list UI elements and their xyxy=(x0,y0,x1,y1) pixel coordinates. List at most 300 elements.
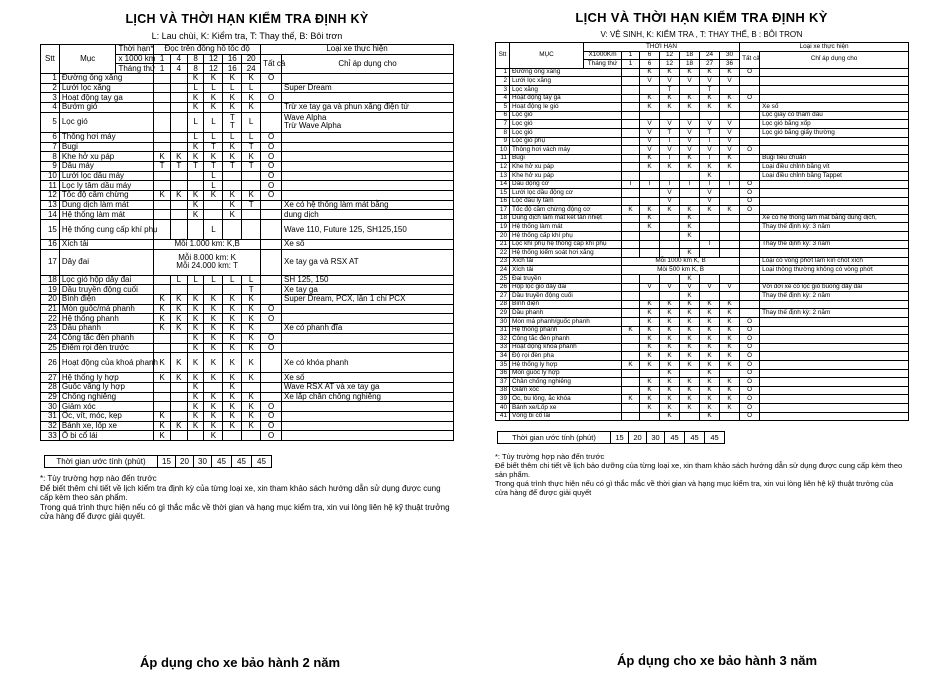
cell-value: K xyxy=(229,199,235,209)
row-number: 22 xyxy=(41,314,60,324)
table-row xyxy=(496,352,909,361)
schedule-cell xyxy=(660,335,680,344)
cell-value: T xyxy=(707,154,712,162)
schedule-cell xyxy=(680,180,700,189)
cell-value: K xyxy=(667,403,672,411)
schedule-cell xyxy=(223,314,242,324)
cell-value: K xyxy=(687,377,692,385)
row-applies-to xyxy=(760,343,909,352)
cell-value: K xyxy=(667,68,672,76)
km-value: 30 xyxy=(720,51,740,60)
row-number: 19 xyxy=(41,285,60,295)
schedule-cell xyxy=(242,132,261,142)
cell-value: K xyxy=(176,420,182,430)
schedule-cell xyxy=(622,386,640,395)
table-row xyxy=(41,343,454,353)
row-item: Lưới lọc xăng xyxy=(510,77,622,86)
applies-to-text: Thay thế định kỳ: 2 năm xyxy=(762,291,831,299)
cell-value: K xyxy=(647,309,652,316)
row-all xyxy=(261,249,282,275)
cell-value: K xyxy=(210,102,217,112)
schedule-cell xyxy=(700,378,720,387)
schedule-cell xyxy=(622,283,640,292)
cell-value: K xyxy=(229,151,235,161)
row-item: Ốc, vít, móc, kẹp xyxy=(59,411,153,421)
row-number: 11 xyxy=(496,154,510,163)
schedule-cell xyxy=(720,103,740,112)
row-applies-to xyxy=(760,77,909,86)
cell-value: K xyxy=(687,162,692,170)
schedule-cell xyxy=(187,411,204,421)
month-value: 16 xyxy=(223,64,242,74)
schedule-cell xyxy=(660,163,680,172)
schedule-cell xyxy=(700,309,720,318)
schedule-cell xyxy=(204,285,223,295)
cell-value: V xyxy=(647,137,652,145)
row-number: 3 xyxy=(496,85,510,94)
schedule-cell xyxy=(660,120,680,129)
schedule-cell xyxy=(622,171,640,180)
schedule-cell xyxy=(622,403,640,412)
interval-text: Mỗi 24.000 km: T xyxy=(176,261,238,271)
footnote: Để biết thêm chi tiết về lịch kiểm tra định kỳ của từng loại xe, xin tham khảo sách hướng dẫn sử dụng được cung cấp kèm theo sản phẩm. xyxy=(40,483,441,502)
row-item: Khe hở xu páp xyxy=(510,171,622,180)
schedule-cell xyxy=(680,378,700,387)
cell-value: V xyxy=(727,145,732,153)
schedule-cell xyxy=(154,382,171,392)
cell-value: V xyxy=(687,76,692,84)
table-row xyxy=(496,266,909,275)
row-applies-to xyxy=(760,360,909,369)
schedule-cell xyxy=(242,314,261,324)
row-applies-to xyxy=(760,146,909,155)
applies-to-text: Xe số xyxy=(284,239,305,249)
month-value: 18 xyxy=(680,60,700,69)
row-number: 8 xyxy=(496,128,510,137)
schedule-cell xyxy=(680,154,700,163)
schedule-cell xyxy=(660,137,680,146)
schedule-cell xyxy=(242,343,261,353)
schedule-cell xyxy=(242,200,261,210)
schedule-cell xyxy=(660,128,680,137)
schedule-cell xyxy=(223,112,242,132)
table-row xyxy=(496,137,909,146)
row-number: 20 xyxy=(41,295,60,305)
row-number: 6 xyxy=(41,132,60,142)
cell-value: K xyxy=(707,343,712,351)
row-item: Hoạt động le gió xyxy=(510,103,622,112)
applies-to-text: Loại thông thường không có vòng phớt xyxy=(762,266,873,274)
cell-value: K xyxy=(628,360,633,368)
schedule-cell xyxy=(204,333,223,343)
row-applies-to xyxy=(760,180,909,189)
cell-value: K xyxy=(647,386,652,394)
schedule-cell xyxy=(223,285,242,295)
schedule-cell xyxy=(187,295,204,305)
schedule-cell xyxy=(154,200,171,210)
table-row xyxy=(496,395,909,404)
schedule-2-year-panel xyxy=(40,8,454,522)
schedule-cell xyxy=(720,189,740,198)
column-header-period: Thời hạn* xyxy=(116,45,154,55)
cell-value: K xyxy=(229,92,235,102)
row-all: O xyxy=(261,421,282,431)
cell-value: L xyxy=(211,117,216,127)
km-value: 1 xyxy=(154,54,171,64)
schedule-cell xyxy=(204,220,223,240)
schedule-cell xyxy=(223,103,242,113)
schedule-cell xyxy=(187,83,204,93)
row-number: 36 xyxy=(496,369,510,378)
table-row xyxy=(41,210,454,220)
schedule-cell xyxy=(170,324,187,334)
cell-value: K xyxy=(248,342,254,352)
schedule-cell xyxy=(680,94,700,103)
cell-value: K xyxy=(229,190,235,200)
interval-text: Mỗi 1.000 km: K,B xyxy=(174,239,240,249)
schedule-cell xyxy=(640,309,660,318)
cell-value: K xyxy=(727,205,732,213)
cell-value: K xyxy=(727,334,732,342)
schedule-cell xyxy=(640,189,660,198)
row-item: Lọc dầu ly tâm xyxy=(510,197,622,206)
row-number: 12 xyxy=(41,190,60,200)
row-item: Lọc gió hộp dây đai xyxy=(59,275,153,285)
cell-value: K xyxy=(248,357,254,367)
cell-value: K xyxy=(647,68,652,76)
schedule-cell xyxy=(660,68,680,77)
km-label: X1000Km xyxy=(584,51,622,60)
row-number: 8 xyxy=(41,152,60,162)
schedule-cell xyxy=(187,285,204,295)
row-item: Dầu máy xyxy=(59,161,153,171)
cell-value: L xyxy=(248,275,254,285)
schedule-cell xyxy=(154,152,171,162)
table-row xyxy=(496,318,909,327)
month-value: 8 xyxy=(187,64,204,74)
schedule-cell xyxy=(242,190,261,200)
schedule-cell xyxy=(204,411,223,421)
row-all: O xyxy=(740,395,760,404)
cell-value: K xyxy=(210,73,217,83)
row-applies-to xyxy=(760,94,909,103)
schedule-cell xyxy=(622,300,640,309)
cell-value: T xyxy=(647,180,652,188)
cell-value: K xyxy=(248,333,254,343)
schedule-cell xyxy=(204,295,223,305)
table-row xyxy=(496,275,909,284)
row-item: Hoạt động tay ga xyxy=(59,93,153,103)
row-item: Khe hở xu páp xyxy=(59,152,153,162)
schedule-cell xyxy=(204,353,223,373)
schedule-cell xyxy=(660,352,680,361)
month-value: 4 xyxy=(170,64,187,74)
schedule-cell xyxy=(242,83,261,93)
schedule-cell xyxy=(640,128,660,137)
cell-value: T xyxy=(248,199,254,209)
applies-to-text: Trừ xe tay ga và phun xăng điện tử xyxy=(284,102,409,112)
applies-to-text: Super Dream xyxy=(284,83,332,93)
month-value: 36 xyxy=(720,60,740,69)
row-number: 13 xyxy=(496,171,510,180)
schedule-cell xyxy=(223,132,242,142)
schedule-cell xyxy=(154,83,171,93)
row-applies-to xyxy=(282,112,454,132)
row-interval xyxy=(622,266,740,275)
schedule-cell xyxy=(170,373,187,383)
schedule-cell xyxy=(640,68,660,77)
row-applies-to xyxy=(760,189,909,198)
row-item: Dung dịch làm mát kết tản nhiệt xyxy=(510,214,622,223)
row-all: O xyxy=(740,146,760,155)
schedule-cell xyxy=(720,292,740,301)
cell-value: K xyxy=(248,102,254,112)
km-value: 20 xyxy=(242,54,261,64)
schedule-cell xyxy=(700,403,720,412)
cell-value: K xyxy=(210,411,217,421)
cell-value: K xyxy=(159,430,165,440)
cell-value: L xyxy=(230,132,235,142)
cell-value: K xyxy=(667,300,672,308)
cell-value: K xyxy=(707,205,712,213)
interval-text: Mỗi 8.000 km: K xyxy=(178,253,237,263)
row-all: O xyxy=(261,161,282,171)
cell-value: K xyxy=(210,323,217,333)
cell-value: K xyxy=(707,171,712,179)
cell-value: T xyxy=(667,137,672,145)
schedule-cell xyxy=(622,360,640,369)
row-item: Ổ bi cổ lái xyxy=(59,431,153,441)
schedule-cell xyxy=(640,111,660,120)
row-all xyxy=(740,292,760,301)
month-value: 27 xyxy=(700,60,720,69)
row-all xyxy=(740,214,760,223)
schedule-cell xyxy=(640,275,660,284)
schedule-cell xyxy=(640,283,660,292)
schedule-cell xyxy=(242,324,261,334)
row-applies-to xyxy=(760,403,909,412)
cell-value: K xyxy=(210,333,217,343)
schedule-cell xyxy=(242,142,261,152)
row-item: Dầu phanh xyxy=(59,324,153,334)
schedule-cell xyxy=(242,161,261,171)
schedule-cell xyxy=(622,189,640,198)
cell-value: K xyxy=(159,313,165,323)
cell-value: K xyxy=(210,190,217,200)
schedule-cell xyxy=(187,190,204,200)
row-number: 18 xyxy=(41,275,60,285)
schedule-cell xyxy=(223,343,242,353)
table-row xyxy=(496,223,909,232)
schedule-cell xyxy=(223,324,242,334)
schedule-cell xyxy=(242,382,261,392)
schedule-cell xyxy=(700,232,720,241)
cell-value: K xyxy=(647,205,652,213)
row-all xyxy=(740,300,760,309)
row-number: 28 xyxy=(496,300,510,309)
cell-value: K xyxy=(176,294,182,304)
schedule-cell xyxy=(720,146,740,155)
row-applies-to xyxy=(760,240,909,249)
applies-to-text: Xe có phanh đĩa xyxy=(284,323,343,333)
schedule-cell xyxy=(204,152,223,162)
cell-value: K xyxy=(210,357,217,367)
schedule-cell xyxy=(680,137,700,146)
schedule-cell xyxy=(720,137,740,146)
row-applies-to xyxy=(282,431,454,441)
cell-value: K xyxy=(727,403,732,411)
cell-value: K xyxy=(707,369,712,377)
row-item: Bánh xe/Lốp xe xyxy=(510,403,622,412)
schedule-cell xyxy=(622,94,640,103)
row-item: Hệ thống cấp khí phụ xyxy=(510,232,622,241)
cell-value: V xyxy=(707,188,712,196)
cell-value: L xyxy=(211,83,216,93)
table-row xyxy=(41,314,454,324)
column-header-item: MỤC xyxy=(510,43,584,69)
legend: L: Lau chùi, K: Kiểm tra, T: Thay thế, B: Bôi trơn xyxy=(151,31,343,41)
table-row xyxy=(496,128,909,137)
row-applies-to xyxy=(282,333,454,343)
schedule-cell xyxy=(223,382,242,392)
schedule-cell xyxy=(223,210,242,220)
column-header-only: Chỉ áp dụng cho xyxy=(282,54,454,73)
schedule-cell xyxy=(640,180,660,189)
cell-value: V xyxy=(707,76,712,84)
cell-value: T xyxy=(707,85,712,93)
schedule-cell xyxy=(660,300,680,309)
schedule-cell xyxy=(640,240,660,249)
cell-value: V xyxy=(667,119,672,127)
schedule-cell xyxy=(680,197,700,206)
row-number: 10 xyxy=(41,171,60,181)
cell-value: K xyxy=(647,377,652,385)
cell-value: K xyxy=(727,343,732,351)
schedule-cell xyxy=(154,314,171,324)
schedule-cell xyxy=(700,352,720,361)
schedule-cell xyxy=(622,318,640,327)
cell-value: K xyxy=(176,304,182,314)
table-row xyxy=(41,152,454,162)
row-applies-to xyxy=(760,137,909,146)
schedule-cell xyxy=(680,360,700,369)
time-value: 45 xyxy=(212,456,232,468)
time-value: 45 xyxy=(232,456,252,468)
schedule-cell xyxy=(640,137,660,146)
cell-value: K xyxy=(248,73,254,83)
schedule-cell xyxy=(154,132,171,142)
cell-value: K xyxy=(159,420,165,430)
schedule-cell xyxy=(720,180,740,189)
row-number: 17 xyxy=(496,206,510,215)
cell-value: K xyxy=(210,151,217,161)
schedule-cell xyxy=(622,77,640,86)
row-all: O xyxy=(261,431,282,441)
applies-to-text: dung dịch xyxy=(284,209,319,219)
cell-value: K xyxy=(687,403,692,411)
schedule-cell xyxy=(720,283,740,292)
schedule-cell xyxy=(187,421,204,431)
schedule-cell xyxy=(154,171,171,181)
schedule-cell xyxy=(154,333,171,343)
cell-value: K xyxy=(159,357,165,367)
schedule-cell xyxy=(223,152,242,162)
schedule-cell xyxy=(170,161,187,171)
schedule-cell xyxy=(187,181,204,191)
table-row xyxy=(41,373,454,383)
schedule-cell xyxy=(204,343,223,353)
row-number: 21 xyxy=(496,240,510,249)
row-item: Thông hơi vách máy xyxy=(510,146,622,155)
row-number: 9 xyxy=(496,137,510,146)
cell-value: K xyxy=(229,323,235,333)
applies-to-text: Xe tay ga và RSX AT xyxy=(284,257,359,267)
caption-2-year: Áp dụng cho xe bảo hành 2 năm xyxy=(140,655,341,670)
schedule-cell xyxy=(700,214,720,223)
cell-value: K xyxy=(647,317,652,325)
schedule-cell xyxy=(187,200,204,210)
row-all: O xyxy=(261,93,282,103)
schedule-cell xyxy=(154,421,171,431)
cell-value: K xyxy=(210,372,217,382)
cell-value: V xyxy=(667,197,672,205)
cell-value: K xyxy=(707,386,712,394)
row-all: O xyxy=(261,314,282,324)
time-value: 45 xyxy=(665,432,685,444)
schedule-cell xyxy=(242,431,261,441)
schedule-cell xyxy=(640,103,660,112)
schedule-cell xyxy=(720,85,740,94)
schedule-cell xyxy=(170,275,187,285)
row-interval xyxy=(154,249,261,275)
schedule-cell xyxy=(170,295,187,305)
row-all: O xyxy=(740,352,760,361)
schedule-cell xyxy=(170,382,187,392)
row-all xyxy=(740,257,760,266)
table-row xyxy=(496,369,909,378)
cell-value: K xyxy=(687,94,692,102)
footnote: *: Tùy trường hợp nào đến trước xyxy=(40,474,157,483)
schedule-cell xyxy=(622,369,640,378)
header-row xyxy=(496,43,909,52)
cell-value: K xyxy=(707,317,712,325)
schedule-cell xyxy=(187,353,204,373)
cell-value: K xyxy=(248,401,254,411)
row-applies-to xyxy=(760,292,909,301)
table-row xyxy=(496,283,909,292)
schedule-cell xyxy=(187,304,204,314)
schedule-cell xyxy=(242,411,261,421)
row-applies-to xyxy=(760,300,909,309)
schedule-cell xyxy=(622,68,640,77)
row-applies-to xyxy=(760,326,909,335)
row-number: 27 xyxy=(496,292,510,301)
schedule-cell xyxy=(204,431,223,441)
row-all xyxy=(261,392,282,402)
schedule-cell xyxy=(154,295,171,305)
schedule-cell xyxy=(660,378,680,387)
schedule-cell xyxy=(170,220,187,240)
schedule-cell xyxy=(622,163,640,172)
month-value: 12 xyxy=(660,60,680,69)
schedule-cell xyxy=(720,171,740,180)
schedule-cell xyxy=(700,343,720,352)
row-item: Bình điện xyxy=(510,300,622,309)
row-number: 37 xyxy=(496,378,510,387)
schedule-cell xyxy=(660,85,680,94)
month-value: 12 xyxy=(204,64,223,74)
row-applies-to xyxy=(282,285,454,295)
